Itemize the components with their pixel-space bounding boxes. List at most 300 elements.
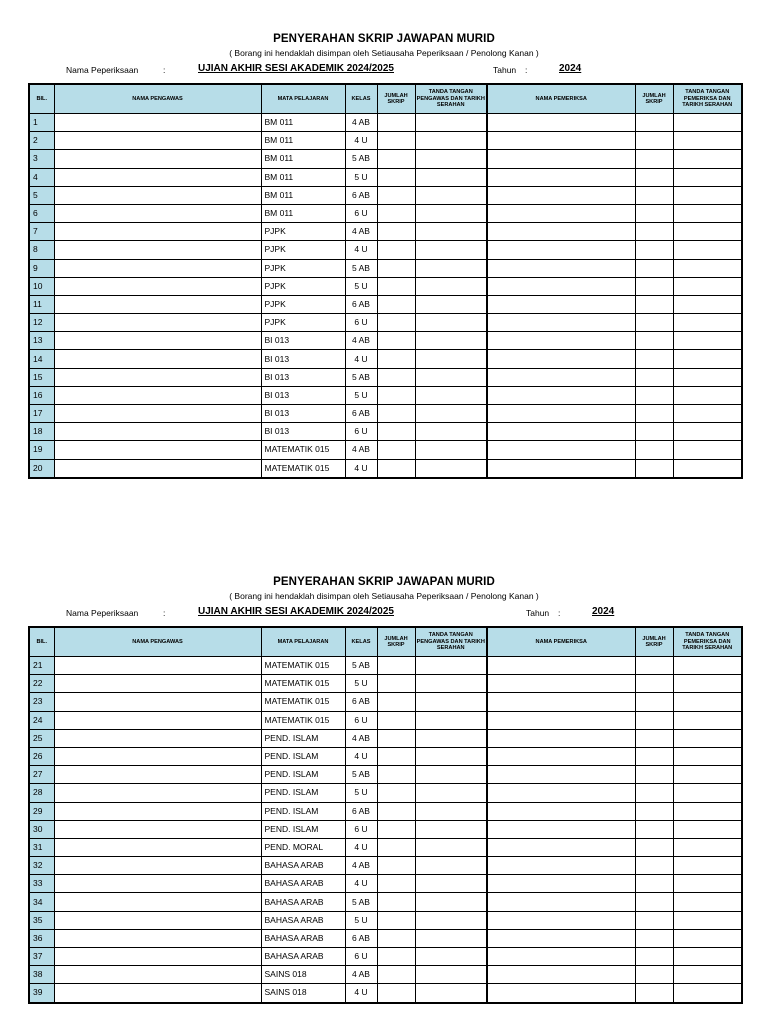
- cell-nama-pengawas[interactable]: [54, 966, 261, 984]
- cell-tanda-pemeriksa[interactable]: [673, 693, 742, 711]
- cell-jumlah-skrip[interactable]: [377, 875, 415, 893]
- cell-tanda-pemeriksa[interactable]: [673, 332, 742, 350]
- cell-jumlah-skrip[interactable]: [377, 459, 415, 478]
- cell-tanda-pengawas[interactable]: [415, 984, 487, 1003]
- cell-jumlah-skrip[interactable]: [377, 405, 415, 423]
- cell-tanda-pengawas[interactable]: [415, 441, 487, 459]
- cell-kelas: 6 AB: [345, 929, 377, 947]
- cell-nama-pemeriksa[interactable]: [487, 838, 635, 856]
- cell-jumlah-skrip-pemeriksa[interactable]: [635, 657, 673, 675]
- cell-jumlah-skrip-pemeriksa[interactable]: [635, 747, 673, 765]
- cell-jumlah-skrip[interactable]: [377, 693, 415, 711]
- cell-mata-pelajaran: BI 013: [261, 350, 345, 368]
- handover-table: [28, 626, 743, 1004]
- cell-nama-pemeriksa[interactable]: [487, 820, 635, 838]
- cell-jumlah-skrip[interactable]: [377, 114, 415, 132]
- form-subtitle: ( Borang ini hendaklah disimpan oleh Setiausaha Peperiksaan / Penolong Kanan ): [229, 48, 539, 58]
- cell-jumlah-skrip[interactable]: [377, 857, 415, 875]
- cell-tanda-pengawas[interactable]: [415, 857, 487, 875]
- cell-tanda-pemeriksa[interactable]: [673, 820, 742, 838]
- cell-jumlah-skrip[interactable]: [377, 893, 415, 911]
- cell-tanda-pemeriksa[interactable]: [673, 368, 742, 386]
- cell-tanda-pengawas[interactable]: [415, 766, 487, 784]
- cell-tanda-pengawas[interactable]: [415, 893, 487, 911]
- cell-kelas: 5 U: [345, 386, 377, 404]
- cell-jumlah-skrip[interactable]: [377, 277, 415, 295]
- table-row: [29, 857, 742, 875]
- cell-nama-pemeriksa[interactable]: [487, 423, 635, 441]
- form-title: PENYERAHAN SKRIP JAWAPAN MURID: [273, 33, 495, 45]
- cell-nama-pengawas[interactable]: [54, 711, 261, 729]
- cell-tanda-pemeriksa[interactable]: [673, 966, 742, 984]
- cell-jumlah-skrip-pemeriksa[interactable]: [635, 729, 673, 747]
- cell-jumlah-skrip[interactable]: [377, 168, 415, 186]
- cell-mata-pelajaran: PJPK: [261, 241, 345, 259]
- cell-nama-pengawas[interactable]: [54, 911, 261, 929]
- table-row: [29, 277, 742, 295]
- cell-jumlah-skrip-pemeriksa[interactable]: [635, 966, 673, 984]
- cell-nama-pengawas[interactable]: [54, 368, 261, 386]
- cell-tanda-pemeriksa[interactable]: [673, 838, 742, 856]
- cell-jumlah-skrip[interactable]: [377, 766, 415, 784]
- cell-nama-pengawas[interactable]: [54, 929, 261, 947]
- cell-nama-pemeriksa[interactable]: [487, 314, 635, 332]
- cell-jumlah-skrip-pemeriksa[interactable]: [635, 875, 673, 893]
- cell-tanda-pengawas[interactable]: [415, 747, 487, 765]
- cell-mata-pelajaran: PJPK: [261, 295, 345, 313]
- cell-kelas: 5 AB: [345, 893, 377, 911]
- cell-nama-pemeriksa[interactable]: [487, 729, 635, 747]
- handover-table: [28, 83, 743, 479]
- cell-mata-pelajaran: MATEMATIK 015: [261, 693, 345, 711]
- cell-tanda-pemeriksa[interactable]: [673, 711, 742, 729]
- cell-nama-pemeriksa[interactable]: [487, 186, 635, 204]
- cell-jumlah-skrip-pemeriksa[interactable]: [635, 150, 673, 168]
- year-value: 2024: [592, 606, 615, 617]
- cell-mata-pelajaran: BI 013: [261, 368, 345, 386]
- cell-jumlah-skrip-pemeriksa[interactable]: [635, 241, 673, 259]
- cell-nama-pengawas[interactable]: [54, 784, 261, 802]
- cell-nama-pemeriksa[interactable]: [487, 350, 635, 368]
- cell-tanda-pemeriksa[interactable]: [673, 784, 742, 802]
- cell-tanda-pemeriksa[interactable]: [673, 132, 742, 150]
- cell-nama-pemeriksa[interactable]: [487, 911, 635, 929]
- cell-jumlah-skrip-pemeriksa[interactable]: [635, 784, 673, 802]
- cell-tanda-pemeriksa[interactable]: [673, 729, 742, 747]
- cell-kelas: 6 AB: [345, 295, 377, 313]
- cell-nama-pengawas[interactable]: [54, 838, 261, 856]
- cell-jumlah-skrip[interactable]: [377, 711, 415, 729]
- cell-jumlah-skrip[interactable]: [377, 441, 415, 459]
- table-row: [29, 459, 742, 478]
- header-jumlah-skrip: JUMLAH SKRIP: [377, 627, 415, 657]
- cell-tanda-pengawas[interactable]: [415, 277, 487, 295]
- cell-jumlah-skrip[interactable]: [377, 386, 415, 404]
- cell-tanda-pengawas[interactable]: [415, 711, 487, 729]
- cell-nama-pemeriksa[interactable]: [487, 675, 635, 693]
- cell-jumlah-skrip-pemeriksa[interactable]: [635, 984, 673, 1003]
- cell-nama-pengawas[interactable]: [54, 441, 261, 459]
- cell-jumlah-skrip[interactable]: [377, 784, 415, 802]
- cell-nama-pengawas[interactable]: [54, 204, 261, 222]
- cell-nama-pemeriksa[interactable]: [487, 747, 635, 765]
- cell-jumlah-skrip[interactable]: [377, 368, 415, 386]
- cell-jumlah-skrip-pemeriksa[interactable]: [635, 314, 673, 332]
- cell-tanda-pengawas[interactable]: [415, 911, 487, 929]
- cell-tanda-pengawas[interactable]: [415, 168, 487, 186]
- cell-jumlah-skrip-pemeriksa[interactable]: [635, 332, 673, 350]
- cell-tanda-pemeriksa[interactable]: [673, 186, 742, 204]
- handover-form-1: [0, 32, 768, 479]
- cell-nama-pemeriksa[interactable]: [487, 802, 635, 820]
- cell-bil: 39: [29, 984, 54, 1003]
- cell-jumlah-skrip[interactable]: [377, 223, 415, 241]
- cell-nama-pengawas[interactable]: [54, 150, 261, 168]
- cell-nama-pemeriksa[interactable]: [487, 405, 635, 423]
- cell-nama-pemeriksa[interactable]: [487, 857, 635, 875]
- cell-nama-pengawas[interactable]: [54, 295, 261, 313]
- cell-jumlah-skrip-pemeriksa[interactable]: [635, 711, 673, 729]
- cell-nama-pemeriksa[interactable]: [487, 223, 635, 241]
- cell-tanda-pengawas[interactable]: [415, 820, 487, 838]
- cell-bil: 13: [29, 332, 54, 350]
- cell-nama-pengawas[interactable]: [54, 893, 261, 911]
- cell-nama-pemeriksa[interactable]: [487, 241, 635, 259]
- cell-tanda-pemeriksa[interactable]: [673, 675, 742, 693]
- cell-jumlah-skrip-pemeriksa[interactable]: [635, 911, 673, 929]
- cell-tanda-pengawas[interactable]: [415, 802, 487, 820]
- cell-jumlah-skrip[interactable]: [377, 820, 415, 838]
- cell-nama-pengawas[interactable]: [54, 350, 261, 368]
- cell-tanda-pemeriksa[interactable]: [673, 875, 742, 893]
- cell-nama-pengawas[interactable]: [54, 820, 261, 838]
- cell-tanda-pemeriksa[interactable]: [673, 204, 742, 222]
- cell-tanda-pemeriksa[interactable]: [673, 984, 742, 1003]
- cell-nama-pengawas[interactable]: [54, 132, 261, 150]
- cell-nama-pemeriksa[interactable]: [487, 277, 635, 295]
- cell-jumlah-skrip[interactable]: [377, 241, 415, 259]
- cell-tanda-pemeriksa[interactable]: [673, 259, 742, 277]
- cell-tanda-pemeriksa[interactable]: [673, 314, 742, 332]
- cell-mata-pelajaran: MATEMATIK 015: [261, 711, 345, 729]
- cell-jumlah-skrip[interactable]: [377, 295, 415, 313]
- cell-bil: 14: [29, 350, 54, 368]
- cell-tanda-pemeriksa[interactable]: [673, 295, 742, 313]
- cell-nama-pengawas[interactable]: [54, 314, 261, 332]
- cell-tanda-pengawas[interactable]: [415, 114, 487, 132]
- cell-mata-pelajaran: BM 011: [261, 114, 345, 132]
- cell-tanda-pengawas[interactable]: [415, 314, 487, 332]
- cell-tanda-pemeriksa[interactable]: [673, 657, 742, 675]
- cell-tanda-pengawas[interactable]: [415, 204, 487, 222]
- cell-jumlah-skrip-pemeriksa[interactable]: [635, 295, 673, 313]
- cell-nama-pemeriksa[interactable]: [487, 150, 635, 168]
- cell-tanda-pemeriksa[interactable]: [673, 223, 742, 241]
- cell-tanda-pengawas[interactable]: [415, 875, 487, 893]
- cell-tanda-pengawas[interactable]: [415, 350, 487, 368]
- cell-jumlah-skrip[interactable]: [377, 966, 415, 984]
- cell-mata-pelajaran: BAHASA ARAB: [261, 875, 345, 893]
- cell-nama-pemeriksa[interactable]: [487, 114, 635, 132]
- cell-nama-pengawas[interactable]: [54, 693, 261, 711]
- cell-nama-pengawas[interactable]: [54, 223, 261, 241]
- cell-mata-pelajaran: PEND. ISLAM: [261, 802, 345, 820]
- cell-jumlah-skrip[interactable]: [377, 911, 415, 929]
- cell-nama-pemeriksa[interactable]: [487, 132, 635, 150]
- cell-jumlah-skrip-pemeriksa[interactable]: [635, 277, 673, 295]
- cell-nama-pengawas[interactable]: [54, 168, 261, 186]
- table-row: [29, 386, 742, 404]
- cell-tanda-pengawas[interactable]: [415, 386, 487, 404]
- exam-label: Nama Peperiksaan: [66, 608, 139, 618]
- table-row: [29, 150, 742, 168]
- cell-nama-pengawas[interactable]: [54, 186, 261, 204]
- cell-tanda-pengawas[interactable]: [415, 295, 487, 313]
- cell-jumlah-skrip-pemeriksa[interactable]: [635, 893, 673, 911]
- cell-nama-pemeriksa[interactable]: [487, 875, 635, 893]
- cell-nama-pengawas[interactable]: [54, 241, 261, 259]
- cell-jumlah-skrip-pemeriksa[interactable]: [635, 350, 673, 368]
- cell-jumlah-skrip[interactable]: [377, 132, 415, 150]
- cell-tanda-pemeriksa[interactable]: [673, 802, 742, 820]
- cell-tanda-pengawas[interactable]: [415, 657, 487, 675]
- cell-nama-pemeriksa[interactable]: [487, 966, 635, 984]
- cell-tanda-pengawas[interactable]: [415, 966, 487, 984]
- table-row: [29, 314, 742, 332]
- cell-tanda-pemeriksa[interactable]: [673, 241, 742, 259]
- cell-tanda-pemeriksa[interactable]: [673, 893, 742, 911]
- cell-nama-pemeriksa[interactable]: [487, 948, 635, 966]
- table-row: [29, 675, 742, 693]
- cell-jumlah-skrip-pemeriksa[interactable]: [635, 441, 673, 459]
- cell-tanda-pengawas[interactable]: [415, 929, 487, 947]
- cell-bil: 19: [29, 441, 54, 459]
- cell-bil: 1: [29, 114, 54, 132]
- cell-tanda-pengawas[interactable]: [415, 241, 487, 259]
- cell-tanda-pengawas[interactable]: [415, 459, 487, 478]
- cell-kelas: 5 AB: [345, 368, 377, 386]
- cell-nama-pemeriksa[interactable]: [487, 784, 635, 802]
- cell-jumlah-skrip-pemeriksa[interactable]: [635, 114, 673, 132]
- cell-jumlah-skrip[interactable]: [377, 929, 415, 947]
- cell-jumlah-skrip[interactable]: [377, 657, 415, 675]
- cell-bil: 29: [29, 802, 54, 820]
- cell-nama-pengawas[interactable]: [54, 423, 261, 441]
- cell-tanda-pemeriksa[interactable]: [673, 459, 742, 478]
- cell-jumlah-skrip[interactable]: [377, 350, 415, 368]
- cell-tanda-pemeriksa[interactable]: [673, 766, 742, 784]
- cell-nama-pemeriksa[interactable]: [487, 929, 635, 947]
- cell-bil: 3: [29, 150, 54, 168]
- cell-nama-pemeriksa[interactable]: [487, 259, 635, 277]
- cell-tanda-pengawas[interactable]: [415, 332, 487, 350]
- table-row: [29, 729, 742, 747]
- cell-tanda-pengawas[interactable]: [415, 838, 487, 856]
- cell-nama-pemeriksa[interactable]: [487, 168, 635, 186]
- cell-nama-pengawas[interactable]: [54, 459, 261, 478]
- cell-tanda-pengawas[interactable]: [415, 784, 487, 802]
- table-row: [29, 747, 742, 765]
- cell-bil: 10: [29, 277, 54, 295]
- cell-nama-pengawas[interactable]: [54, 729, 261, 747]
- cell-nama-pengawas[interactable]: [54, 747, 261, 765]
- cell-tanda-pengawas[interactable]: [415, 259, 487, 277]
- cell-nama-pemeriksa[interactable]: [487, 441, 635, 459]
- cell-jumlah-skrip[interactable]: [377, 729, 415, 747]
- table-row: [29, 893, 742, 911]
- cell-jumlah-skrip[interactable]: [377, 802, 415, 820]
- header-jumlah-skrip-pemeriksa: JUMLAH SKRIP: [635, 627, 673, 657]
- cell-tanda-pemeriksa[interactable]: [673, 150, 742, 168]
- cell-nama-pengawas[interactable]: [54, 802, 261, 820]
- cell-jumlah-skrip-pemeriksa[interactable]: [635, 675, 673, 693]
- table-row: [29, 423, 742, 441]
- cell-nama-pengawas[interactable]: [54, 259, 261, 277]
- cell-nama-pengawas[interactable]: [54, 875, 261, 893]
- cell-bil: 6: [29, 204, 54, 222]
- cell-tanda-pemeriksa[interactable]: [673, 948, 742, 966]
- cell-jumlah-skrip-pemeriksa[interactable]: [635, 259, 673, 277]
- cell-tanda-pengawas[interactable]: [415, 423, 487, 441]
- cell-jumlah-skrip-pemeriksa[interactable]: [635, 168, 673, 186]
- cell-nama-pengawas[interactable]: [54, 114, 261, 132]
- cell-bil: 37: [29, 948, 54, 966]
- cell-jumlah-skrip-pemeriksa[interactable]: [635, 223, 673, 241]
- cell-nama-pemeriksa[interactable]: [487, 893, 635, 911]
- cell-jumlah-skrip-pemeriksa[interactable]: [635, 186, 673, 204]
- table-row: [29, 223, 742, 241]
- cell-tanda-pengawas[interactable]: [415, 729, 487, 747]
- cell-jumlah-skrip-pemeriksa[interactable]: [635, 820, 673, 838]
- cell-jumlah-skrip-pemeriksa[interactable]: [635, 459, 673, 478]
- cell-bil: 30: [29, 820, 54, 838]
- cell-nama-pengawas[interactable]: [54, 277, 261, 295]
- cell-tanda-pengawas[interactable]: [415, 223, 487, 241]
- cell-tanda-pemeriksa[interactable]: [673, 441, 742, 459]
- cell-jumlah-skrip-pemeriksa[interactable]: [635, 838, 673, 856]
- cell-jumlah-skrip[interactable]: [377, 314, 415, 332]
- cell-jumlah-skrip[interactable]: [377, 984, 415, 1003]
- cell-jumlah-skrip[interactable]: [377, 150, 415, 168]
- cell-jumlah-skrip[interactable]: [377, 204, 415, 222]
- exam-name: UJIAN AKHIR SESI AKADEMIK 2024/2025: [198, 63, 394, 74]
- cell-nama-pengawas[interactable]: [54, 386, 261, 404]
- cell-jumlah-skrip-pemeriksa[interactable]: [635, 368, 673, 386]
- cell-nama-pemeriksa[interactable]: [487, 984, 635, 1003]
- cell-tanda-pemeriksa[interactable]: [673, 277, 742, 295]
- cell-jumlah-skrip[interactable]: [377, 838, 415, 856]
- cell-nama-pengawas[interactable]: [54, 948, 261, 966]
- form-title: PENYERAHAN SKRIP JAWAPAN MURID: [273, 576, 495, 588]
- year-colon: :: [558, 608, 561, 618]
- cell-nama-pengawas[interactable]: [54, 657, 261, 675]
- cell-nama-pemeriksa[interactable]: [487, 295, 635, 313]
- table-header-row: [29, 627, 742, 657]
- cell-jumlah-skrip-pemeriksa[interactable]: [635, 948, 673, 966]
- cell-tanda-pengawas[interactable]: [415, 675, 487, 693]
- cell-mata-pelajaran: PJPK: [261, 259, 345, 277]
- table-row: [29, 929, 742, 947]
- cell-nama-pemeriksa[interactable]: [487, 368, 635, 386]
- cell-nama-pengawas[interactable]: [54, 332, 261, 350]
- cell-nama-pemeriksa[interactable]: [487, 711, 635, 729]
- cell-bil: 27: [29, 766, 54, 784]
- cell-nama-pengawas[interactable]: [54, 675, 261, 693]
- cell-jumlah-skrip-pemeriksa[interactable]: [635, 857, 673, 875]
- cell-tanda-pemeriksa[interactable]: [673, 405, 742, 423]
- cell-nama-pemeriksa[interactable]: [487, 657, 635, 675]
- cell-jumlah-skrip[interactable]: [377, 332, 415, 350]
- cell-jumlah-skrip-pemeriksa[interactable]: [635, 204, 673, 222]
- cell-tanda-pengawas[interactable]: [415, 150, 487, 168]
- table-row: [29, 186, 742, 204]
- cell-jumlah-skrip-pemeriksa[interactable]: [635, 386, 673, 404]
- cell-tanda-pengawas[interactable]: [415, 186, 487, 204]
- cell-jumlah-skrip[interactable]: [377, 948, 415, 966]
- cell-tanda-pemeriksa[interactable]: [673, 857, 742, 875]
- cell-tanda-pemeriksa[interactable]: [673, 114, 742, 132]
- cell-mata-pelajaran: BAHASA ARAB: [261, 911, 345, 929]
- cell-tanda-pemeriksa[interactable]: [673, 929, 742, 947]
- table-row: [29, 259, 742, 277]
- cell-jumlah-skrip-pemeriksa[interactable]: [635, 693, 673, 711]
- cell-tanda-pemeriksa[interactable]: [673, 911, 742, 929]
- cell-nama-pemeriksa[interactable]: [487, 386, 635, 404]
- cell-jumlah-skrip-pemeriksa[interactable]: [635, 929, 673, 947]
- cell-nama-pengawas[interactable]: [54, 405, 261, 423]
- cell-bil: 28: [29, 784, 54, 802]
- cell-nama-pemeriksa[interactable]: [487, 332, 635, 350]
- cell-nama-pemeriksa[interactable]: [487, 766, 635, 784]
- cell-nama-pengawas[interactable]: [54, 984, 261, 1003]
- cell-tanda-pengawas[interactable]: [415, 368, 487, 386]
- cell-jumlah-skrip[interactable]: [377, 675, 415, 693]
- cell-kelas: 6 AB: [345, 693, 377, 711]
- cell-kelas: 4 AB: [345, 223, 377, 241]
- cell-tanda-pemeriksa[interactable]: [673, 386, 742, 404]
- table-row: [29, 368, 742, 386]
- cell-nama-pemeriksa[interactable]: [487, 459, 635, 478]
- table-row: [29, 350, 742, 368]
- cell-jumlah-skrip-pemeriksa[interactable]: [635, 405, 673, 423]
- cell-jumlah-skrip-pemeriksa[interactable]: [635, 802, 673, 820]
- cell-nama-pengawas[interactable]: [54, 766, 261, 784]
- cell-jumlah-skrip[interactable]: [377, 747, 415, 765]
- cell-tanda-pemeriksa[interactable]: [673, 350, 742, 368]
- cell-nama-pengawas[interactable]: [54, 857, 261, 875]
- cell-nama-pemeriksa[interactable]: [487, 693, 635, 711]
- cell-tanda-pengawas[interactable]: [415, 132, 487, 150]
- table-row: [29, 711, 742, 729]
- cell-tanda-pengawas[interactable]: [415, 693, 487, 711]
- cell-jumlah-skrip-pemeriksa[interactable]: [635, 766, 673, 784]
- cell-nama-pemeriksa[interactable]: [487, 204, 635, 222]
- table-row: [29, 295, 742, 313]
- cell-jumlah-skrip-pemeriksa[interactable]: [635, 132, 673, 150]
- cell-jumlah-skrip[interactable]: [377, 259, 415, 277]
- cell-tanda-pengawas[interactable]: [415, 405, 487, 423]
- cell-tanda-pengawas[interactable]: [415, 948, 487, 966]
- cell-tanda-pemeriksa[interactable]: [673, 168, 742, 186]
- cell-bil: 4: [29, 168, 54, 186]
- cell-jumlah-skrip[interactable]: [377, 423, 415, 441]
- cell-jumlah-skrip-pemeriksa[interactable]: [635, 423, 673, 441]
- cell-bil: 22: [29, 675, 54, 693]
- cell-tanda-pemeriksa[interactable]: [673, 747, 742, 765]
- cell-tanda-pemeriksa[interactable]: [673, 423, 742, 441]
- cell-jumlah-skrip[interactable]: [377, 186, 415, 204]
- cell-kelas: 6 U: [345, 204, 377, 222]
